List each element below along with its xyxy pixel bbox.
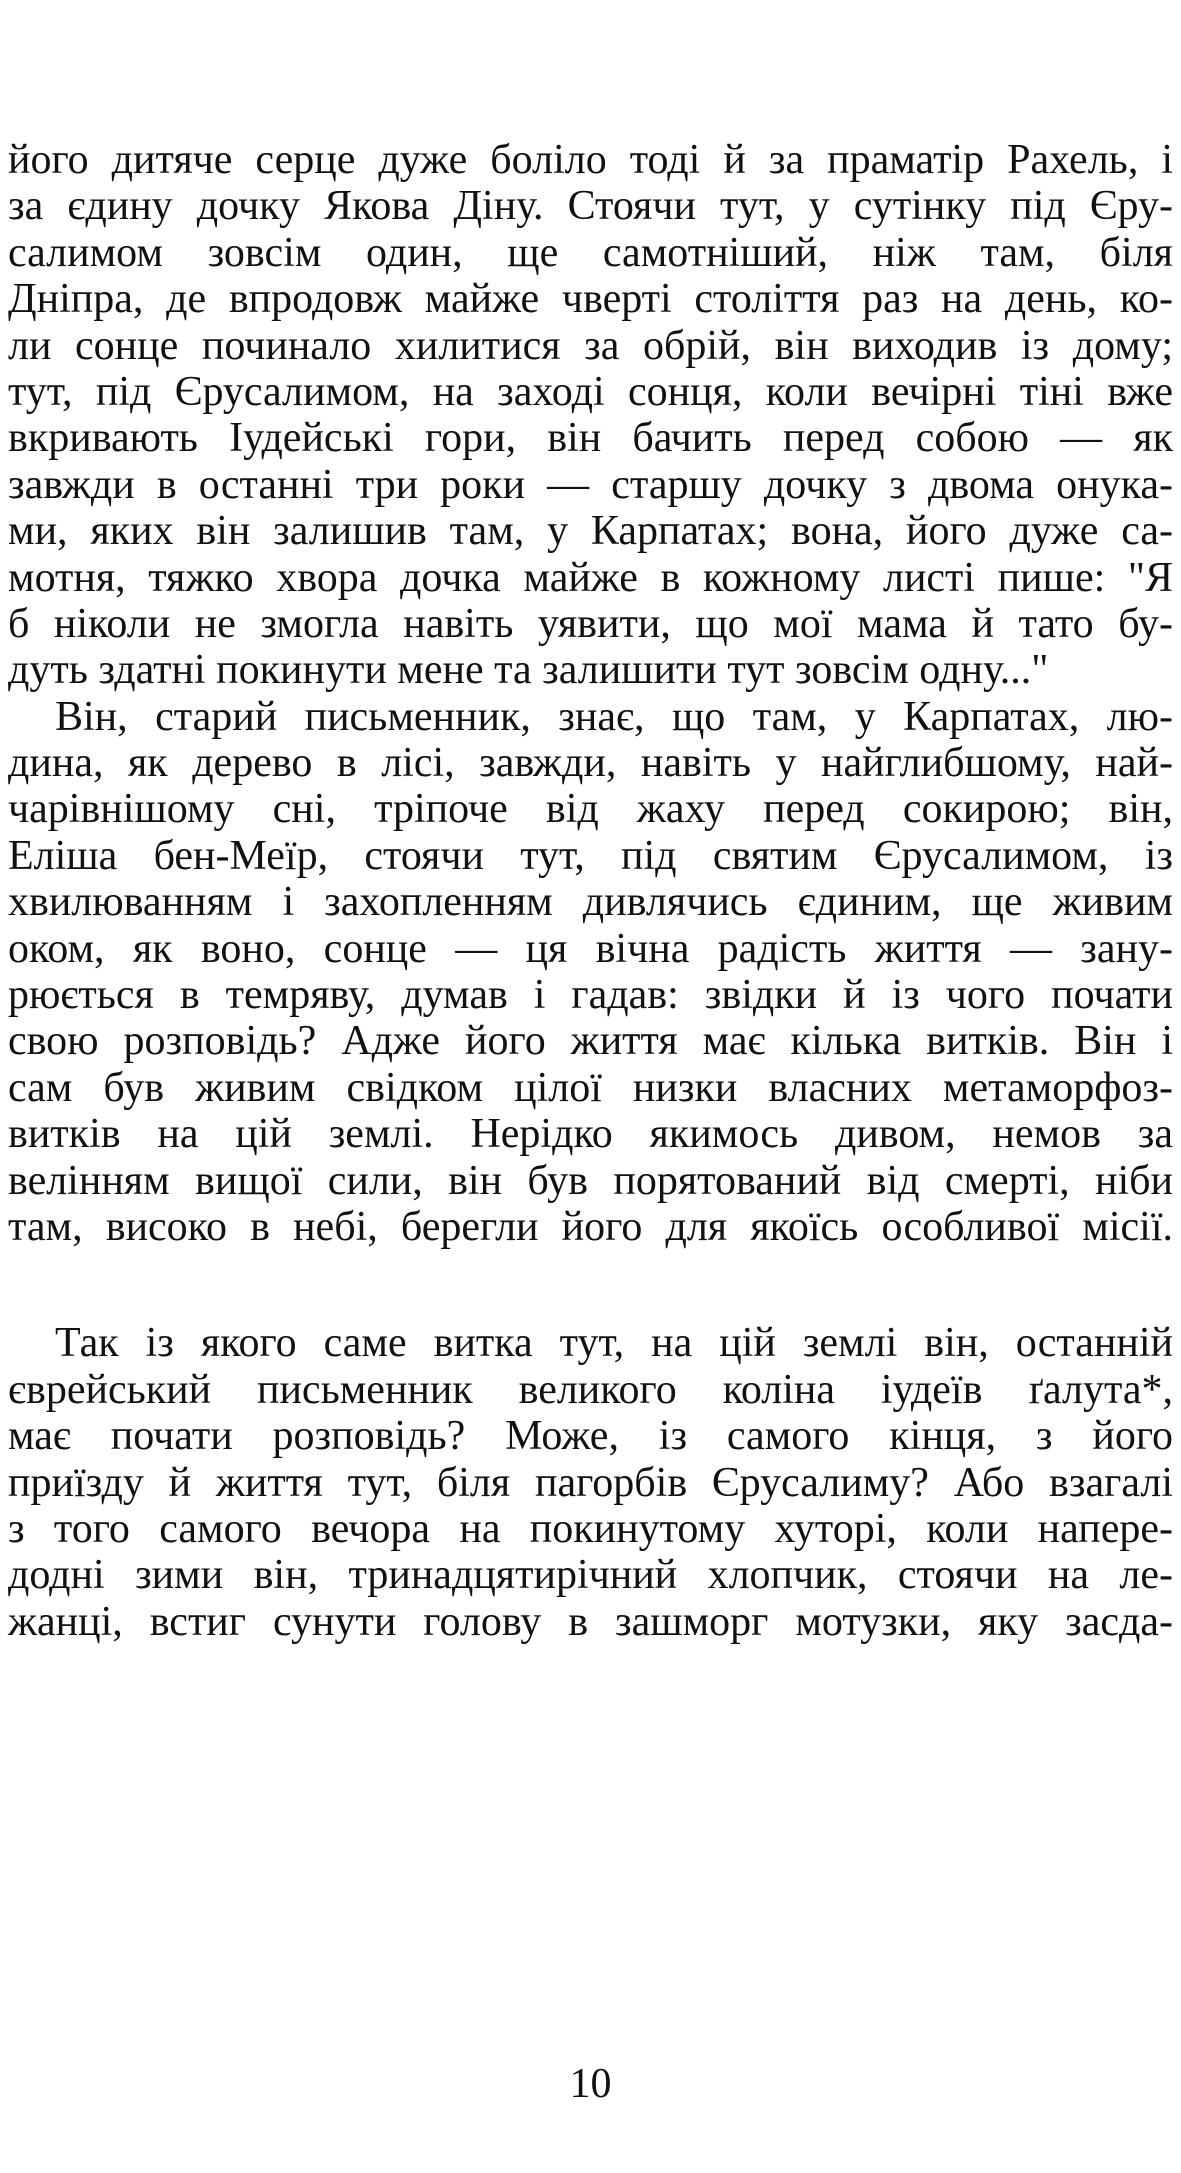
paragraph-2 — [8, 694, 1173, 1251]
text-line: б ніколи не змогла навіть уявити, що мої мама й тато бу- — [8, 600, 1173, 647]
text-line: жанці, встиг сунути голову в зашморг мотузки, яку засда- — [8, 1598, 1173, 1645]
text-line: Еліша бен-Меїр, стоячи тут, під святим Єрусалимом, із — [8, 832, 1173, 879]
text-line: там, високо в небі, берегли його для якоїсь особливої місії. — [8, 1203, 1173, 1250]
text-line: дуть здатні покинути мене та залишити тут зовсім одну..." — [8, 647, 1049, 694]
text-line: має почати розповідь? Може, із самого кінця, з його — [8, 1413, 1173, 1460]
page-number: 10 — [569, 2061, 612, 2107]
text-line: додні зими він, тринадцятирічний хлопчик, стоячи на ле- — [8, 1552, 1173, 1599]
text-line: витків на цій землі. Нерідко якимось дивом, немов за — [8, 1111, 1173, 1158]
text-line: з того самого вечора на покинутому хуторі, коли напере- — [8, 1505, 1173, 1552]
paragraph-1 — [8, 137, 1173, 694]
text-line: вкривають Іудейські гори, він бачить перед собою — як — [8, 415, 1173, 462]
text-line: дина, як дерево в лісі, завжди, навіть у найглибшому, най- — [8, 740, 1173, 787]
text-line: тут, під Єрусалимом, на заході сонця, коли вечірні тіні вже — [8, 368, 1173, 415]
text-line: завжди в останні три роки — старшу дочку з двома онука- — [8, 461, 1173, 508]
text-line: його дитяче серце дуже боліло тоді й за праматір Рахель, і — [8, 137, 1173, 183]
text-line: хвилюванням і захопленням дивлячись єдиним, ще живим — [8, 879, 1173, 926]
text-line: оком, як воно, сонце — ця вічна радість життя — зану- — [8, 925, 1173, 972]
text-line: Так із якого саме витка тут, на цій землі він, останній — [55, 1320, 1173, 1367]
text-line: ми, яких він залишив там, у Карпатах; вона, його дуже са- — [8, 508, 1173, 555]
text-line: свою розповідь? Адже його життя має кілька витків. Він і — [8, 1018, 1173, 1065]
text-line: Він, старий письменник, знає, що там, у Карпатах, лю- — [55, 693, 1173, 740]
text-line: салимом зовсім один, ще самотніший, ніж там, біля — [8, 229, 1173, 276]
text-line: ли сонце починало хилитися за обрій, він виходив із дому; — [8, 322, 1173, 369]
text-line: рюється в темряву, думав і гадав: звідки й із чого почати — [8, 972, 1173, 1019]
text-line: за єдину дочку Якова Діну. Стоячи тут, у сутінку під Єру- — [8, 183, 1173, 230]
text-line: єврейський письменник великого коліна іудеїв ґалута*, — [8, 1366, 1173, 1413]
text-line: велінням вищої сили, він був порятований від смерті, ніби — [8, 1157, 1173, 1204]
text-line: мотня, тяжко хвора дочка майже в кожному листі пише: "Я — [8, 554, 1173, 601]
text-line: сам був живим свідком цілої низки власних метаморфоз- — [8, 1064, 1173, 1111]
paragraph-3 — [8, 1320, 1173, 1645]
text-line: чарівнішому сні, тріпоче від жаху перед сокирою; він, — [8, 786, 1173, 833]
text-line: Дніпра, де впродовж майже чверті століття раз на день, ко- — [8, 276, 1173, 323]
body-text — [8, 137, 1173, 1645]
text-line: приїзду й життя тут, біля пагорбів Єрусалиму? Або взагалі — [8, 1459, 1173, 1506]
